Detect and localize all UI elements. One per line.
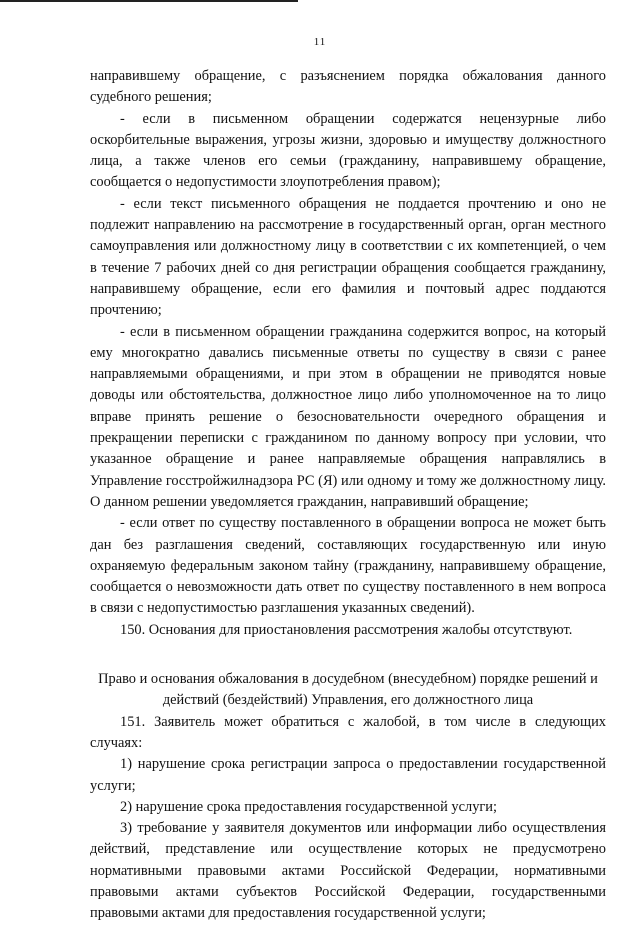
paragraph-state-secret: - если ответ по существу поставленного в обращении вопроса не может быть дан без разглашения сведений, составляющих государственную или иную охраняемую федеральным законом тайну (гражданину, направившему обращение, сообщается о невозможности дать ответ по существу поставленного в нем вопроса в связи с недопустимостью разглашения указанных сведений). <box>90 515 606 617</box>
paragraph-continuation: направившему обращение, с разъяснением порядка обжалования данного судебного решения; <box>90 68 606 106</box>
paragraph-repeated-question: - если в письменном обращении гражданина содержится вопрос, на который ему многократно давались письменные ответы по существу в связи с ранее направляемыми обращениями, и при этом в обращении не приводятся новые доводы или обстоятельства, должностное лицо либо уполномоченное на то лицо вправе принять решение о безосновательности очередного обращения и прекращении переписки с гражданином по данному вопросу при условии, что указанное обращение и ранее направляемые обращения направлялись в Управление госстройжилнадзора РС (Я) или одному и тому же должностному лицу. О данном решении уведомляется гражданин, направивший обращение; <box>90 323 606 510</box>
list-item-3: 3) требование у заявителя документов или информации либо осуществления действий, представление или осуществление которых не предусмотрено нормативными правовыми актами Российской Федерации, нормативными правовыми актами субъектов Российской Федерации, государственными правовыми актами для предоставления государственной услуги; <box>90 820 606 922</box>
document-body <box>90 66 606 925</box>
paragraph-151: 151. Заявитель может обратиться с жалобой, в том числе в следующих случаях: <box>90 713 606 751</box>
top-rule-line <box>0 0 298 2</box>
page-number: 11 <box>313 36 327 48</box>
paragraph-unreadable-text: - если текст письменного обращения не поддается прочтению и оно не подлежит направлению на рассмотрение в государственный орган, орган местного самоуправления или должностному лицу в соответствии с их компетенцией, о чем в течение 7 рабочих дней со дня регистрации обращения сообщается гражданину, направившему обращение, если его фамилия и почтовый адрес поддаются прочтению; <box>90 195 606 319</box>
paragraph-150: 150. Основания для приостановления рассмотрения жалобы отсутствуют. <box>120 621 573 638</box>
list-item-2: 2) нарушение срока предоставления государственной услуги; <box>120 798 497 815</box>
section-heading: Право и основания обжалования в досудебном (внесудебном) порядке решений и действий (бездействий) Управления, его должностного лица <box>98 671 598 709</box>
paragraph-obscene-language: - если в письменном обращении содержатся нецензурные либо оскорбительные выражения, угрозы жизни, здоровью и имуществу должностного лица, а также членов его семьи (гражданину, направившему обращение, сообщается о недопустимости злоупотребления правом); <box>90 110 606 191</box>
list-item-1: 1) нарушение срока регистрации запроса о предоставлении государственной услуги; <box>90 756 606 794</box>
